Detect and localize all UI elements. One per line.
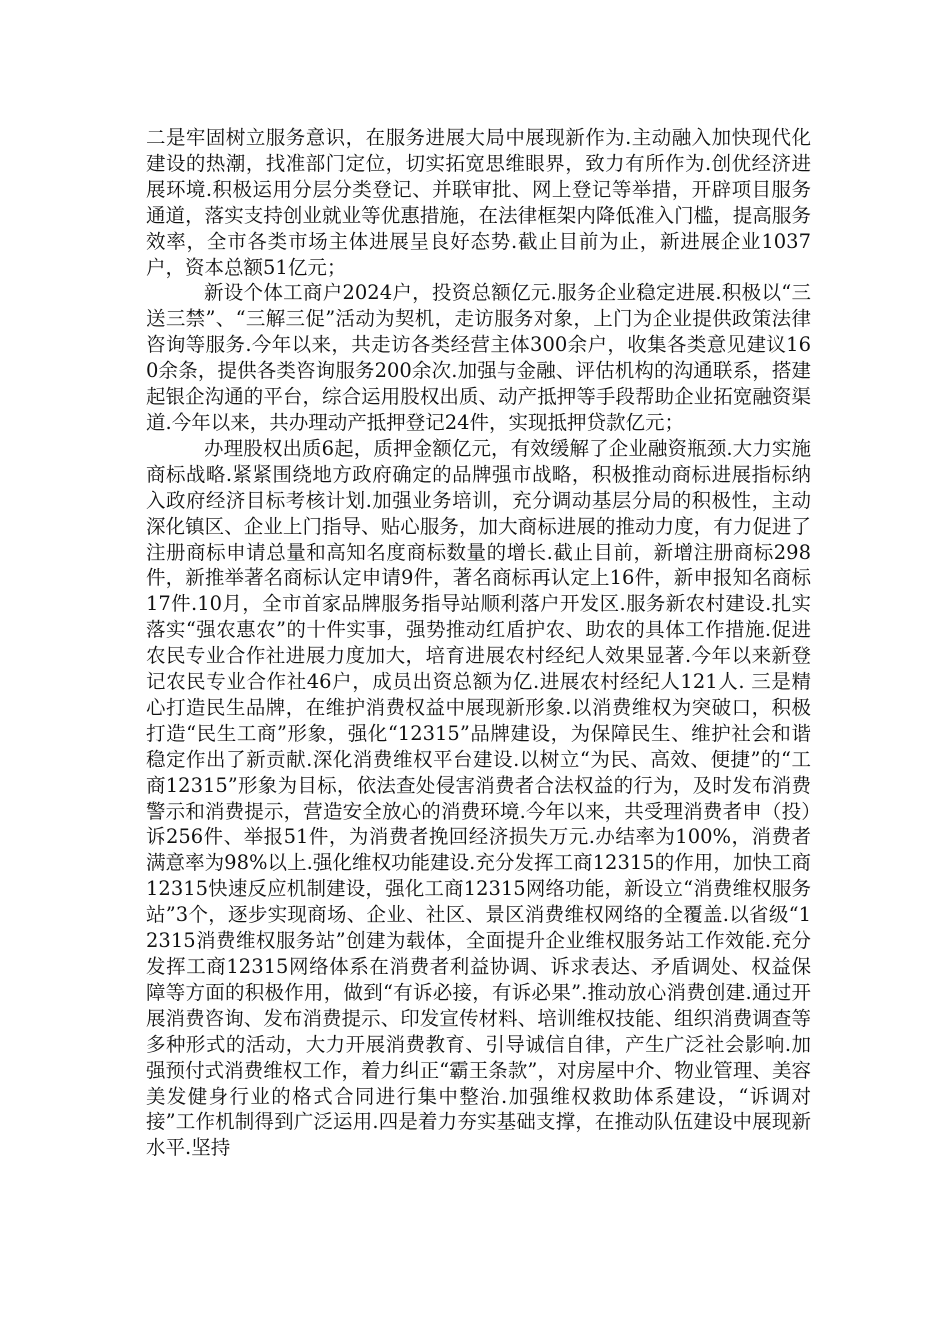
- paragraph-equity-pledge-and-consumer-rights: 办理股权出质6起，质押金额亿元，有效缓解了企业融资瓶颈.大力实施商标战略.紧紧围绕地方政府确定的品牌强市战略，积极推动商标进展指标纳入政府经济目标考核计划.加强业务培训，充分调动基层分局的积极性，主动深化镇区、企业上门指导、贴心服务，加大商标进展的推动力度，有力促进了注册商标申请总量和高知名度商标数量的增长.截止目前，新增注册商标298件，新推举著名商标认定申请9件，著名商标再认定上16件，新申报知名商标17件.10月，全市首家品牌服务指导站顺利落户开发区.服务新农村建设.扎实落实“强农惠农”的十件实事，强势推动红盾护农、助农的具体工作措施.促进农民专业合作社进展力度加大，培育进展农村经纪人效果显著.今年以来新登记农民专业合作社46户，成员出资总额为亿.进展农村经纪人121人. 三是精心打造民生品牌，在维护消费权益中展现新形象.以消费维权为突破口，积极打造“民生工商”形象，强化“12315”品牌建设，为保障民生、维护社会和谐稳定作出了新贡献.深化消费维权平台建设.以树立“为民、高效、便捷”的“工商12315”形象为目标，依法查处侵害消费者合法权益的行为，及时发布消费警示和消费提示，营造安全放心的消费环境.今年以来，共受理消费者申（投）诉256件、举报51件，为消费者挽回经济损失万元.办结率为100%，消费者满意率为98%以上.强化维权功能建设.充分发挥工商12315的作用，加快工商12315快速反应机制建设，强化工商12315网络功能，新设立“消费维权服务站”3个，逐步实现商场、企业、社区、景区消费维权网络的全覆盖.以省级“12315消费维权服务站”创建为载体，全面提升企业维权服务站工作效能.充分发挥工商12315网络体系在消费者利益协调、诉求表达、矛盾调处、权益保障等方面的积极作用，做到“有诉必接，有诉必果”.推动放心消费创建.通过开展消费咨询、发布消费提示、印发宣传材料、培训维权技能、组织消费调查等多种形式的活动，大力开展消费教育、引导诚信自律，产生广泛社会影响.加强预付式消费维权工作，着力纠正“霸王条款”，对房屋中介、物业管理、美容美发健身行业的格式合同进行集中整治.加强维权救助体系建设，“诉调对接”工作机制得到广泛运用.四是着力夯实基础支撑，在推动队伍建设中展现新水平.坚持: [146, 436, 811, 1160]
- paragraph-service-awareness: 二是牢固树立服务意识，在服务进展大局中展现新作为.主动融入加快现代化建设的热潮，找准部门定位，切实拓宽思维眼界，致力有所作为.创优经济进展环境.积极运用分层分类登记、并联审批、网上登记等举措，开辟项目服务通道，落实支持创业就业等优惠措施，在法律框架内降低准入门槛，提高服务效率，全市各类市场主体进展呈良好态势.截止目前为止，新进展企业1037户，资本总额51亿元；: [146, 126, 811, 279]
- document-body: [146, 125, 811, 1161]
- paragraph-individual-businesses: 新设个体工商户2024户，投资总额亿元.服务企业稳定进展.积极以“三送三禁”、“三解三促”活动为契机，走访服务对象，上门为企业提供政策法律咨询等服务.今年以来，共走访各类经营主体300余户，收集各类意见建议160余条，提供各类咨询服务200余次.加强与金融、评估机构的沟通联系，搭建起银企沟通的平台，综合运用股权出质、动产抵押等手段帮助企业拓宽融资渠道.今年以来，共办理动产抵押登记24件，实现抵押贷款亿元；: [146, 281, 811, 434]
